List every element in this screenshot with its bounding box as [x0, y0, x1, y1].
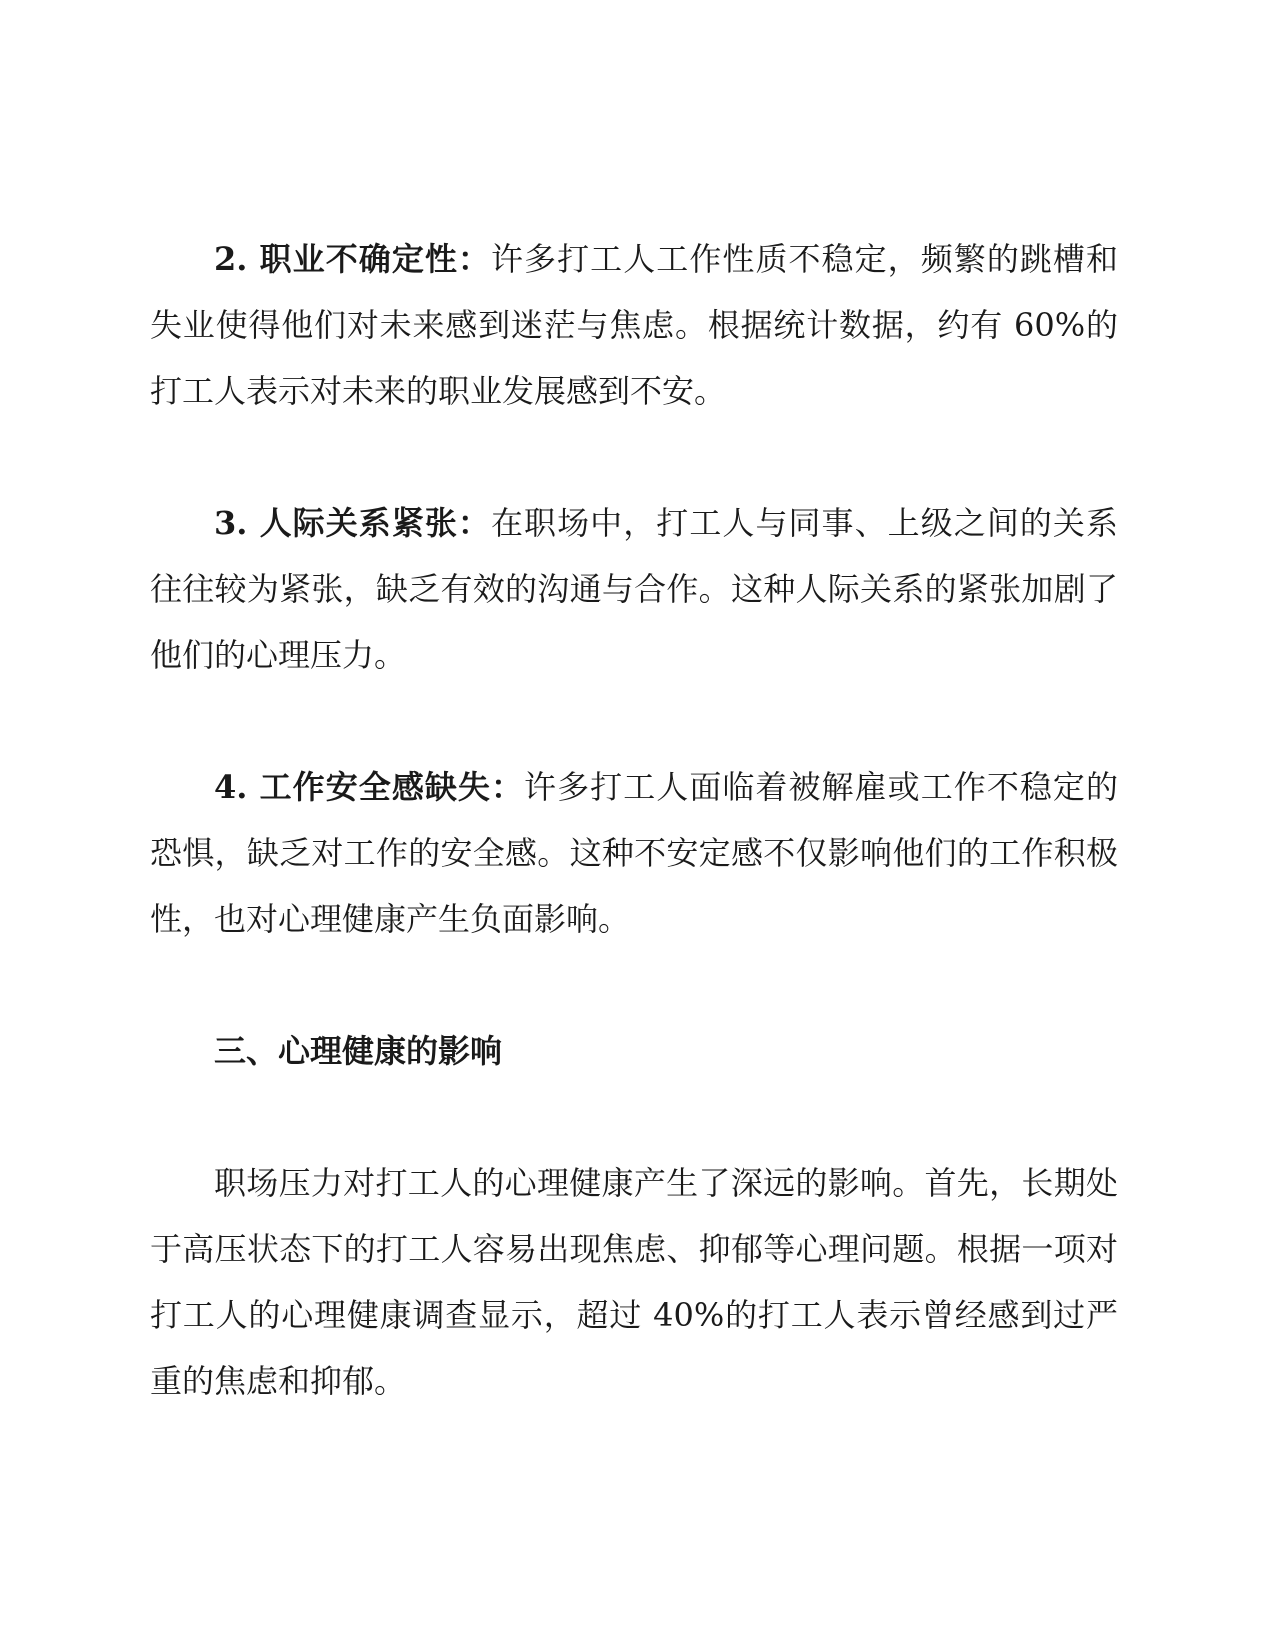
document-page: [150, 226, 1118, 1414]
item-paragraph-job-insecurity: [150, 754, 1118, 952]
item-title: 2. 职业不确定性：: [214, 240, 491, 278]
item-body: 在职场中，打工人与同事、上级之间的关系往往较为紧张，缺乏有效的沟通与合作。这种人际关系的紧张加剧了他们的心理压力。: [150, 504, 1118, 674]
section-heading: 三、心理健康的影响: [214, 1032, 503, 1070]
section-paragraph: 职场压力对打工人的心理健康产生了深远的影响。首先，长期处于高压状态下的打工人容易出现焦虑、抑郁等心理问题。根据一项对打工人的心理健康调查显示，超过 40%的打工人表示曾经感到过严重的焦虑和抑郁。: [150, 1164, 1118, 1400]
item-paragraph-interpersonal-tension: [150, 490, 1118, 688]
item-body: 许多打工人工作性质不稳定，频繁的跳槽和失业使得他们对未来感到迷茫与焦虑。根据统计数据，约有 60%的打工人表示对未来的职业发展感到不安。: [150, 240, 1118, 410]
item-title: 3. 人际关系紧张：: [214, 504, 491, 542]
item-title: 4. 工作安全感缺失：: [214, 768, 525, 806]
item-body: 许多打工人面临着被解雇或工作不稳定的恐惧，缺乏对工作的安全感。这种不安定感不仅影响他们的工作积极性，也对心理健康产生负面影响。: [150, 768, 1118, 938]
item-paragraph-career-uncertainty: [150, 226, 1118, 424]
